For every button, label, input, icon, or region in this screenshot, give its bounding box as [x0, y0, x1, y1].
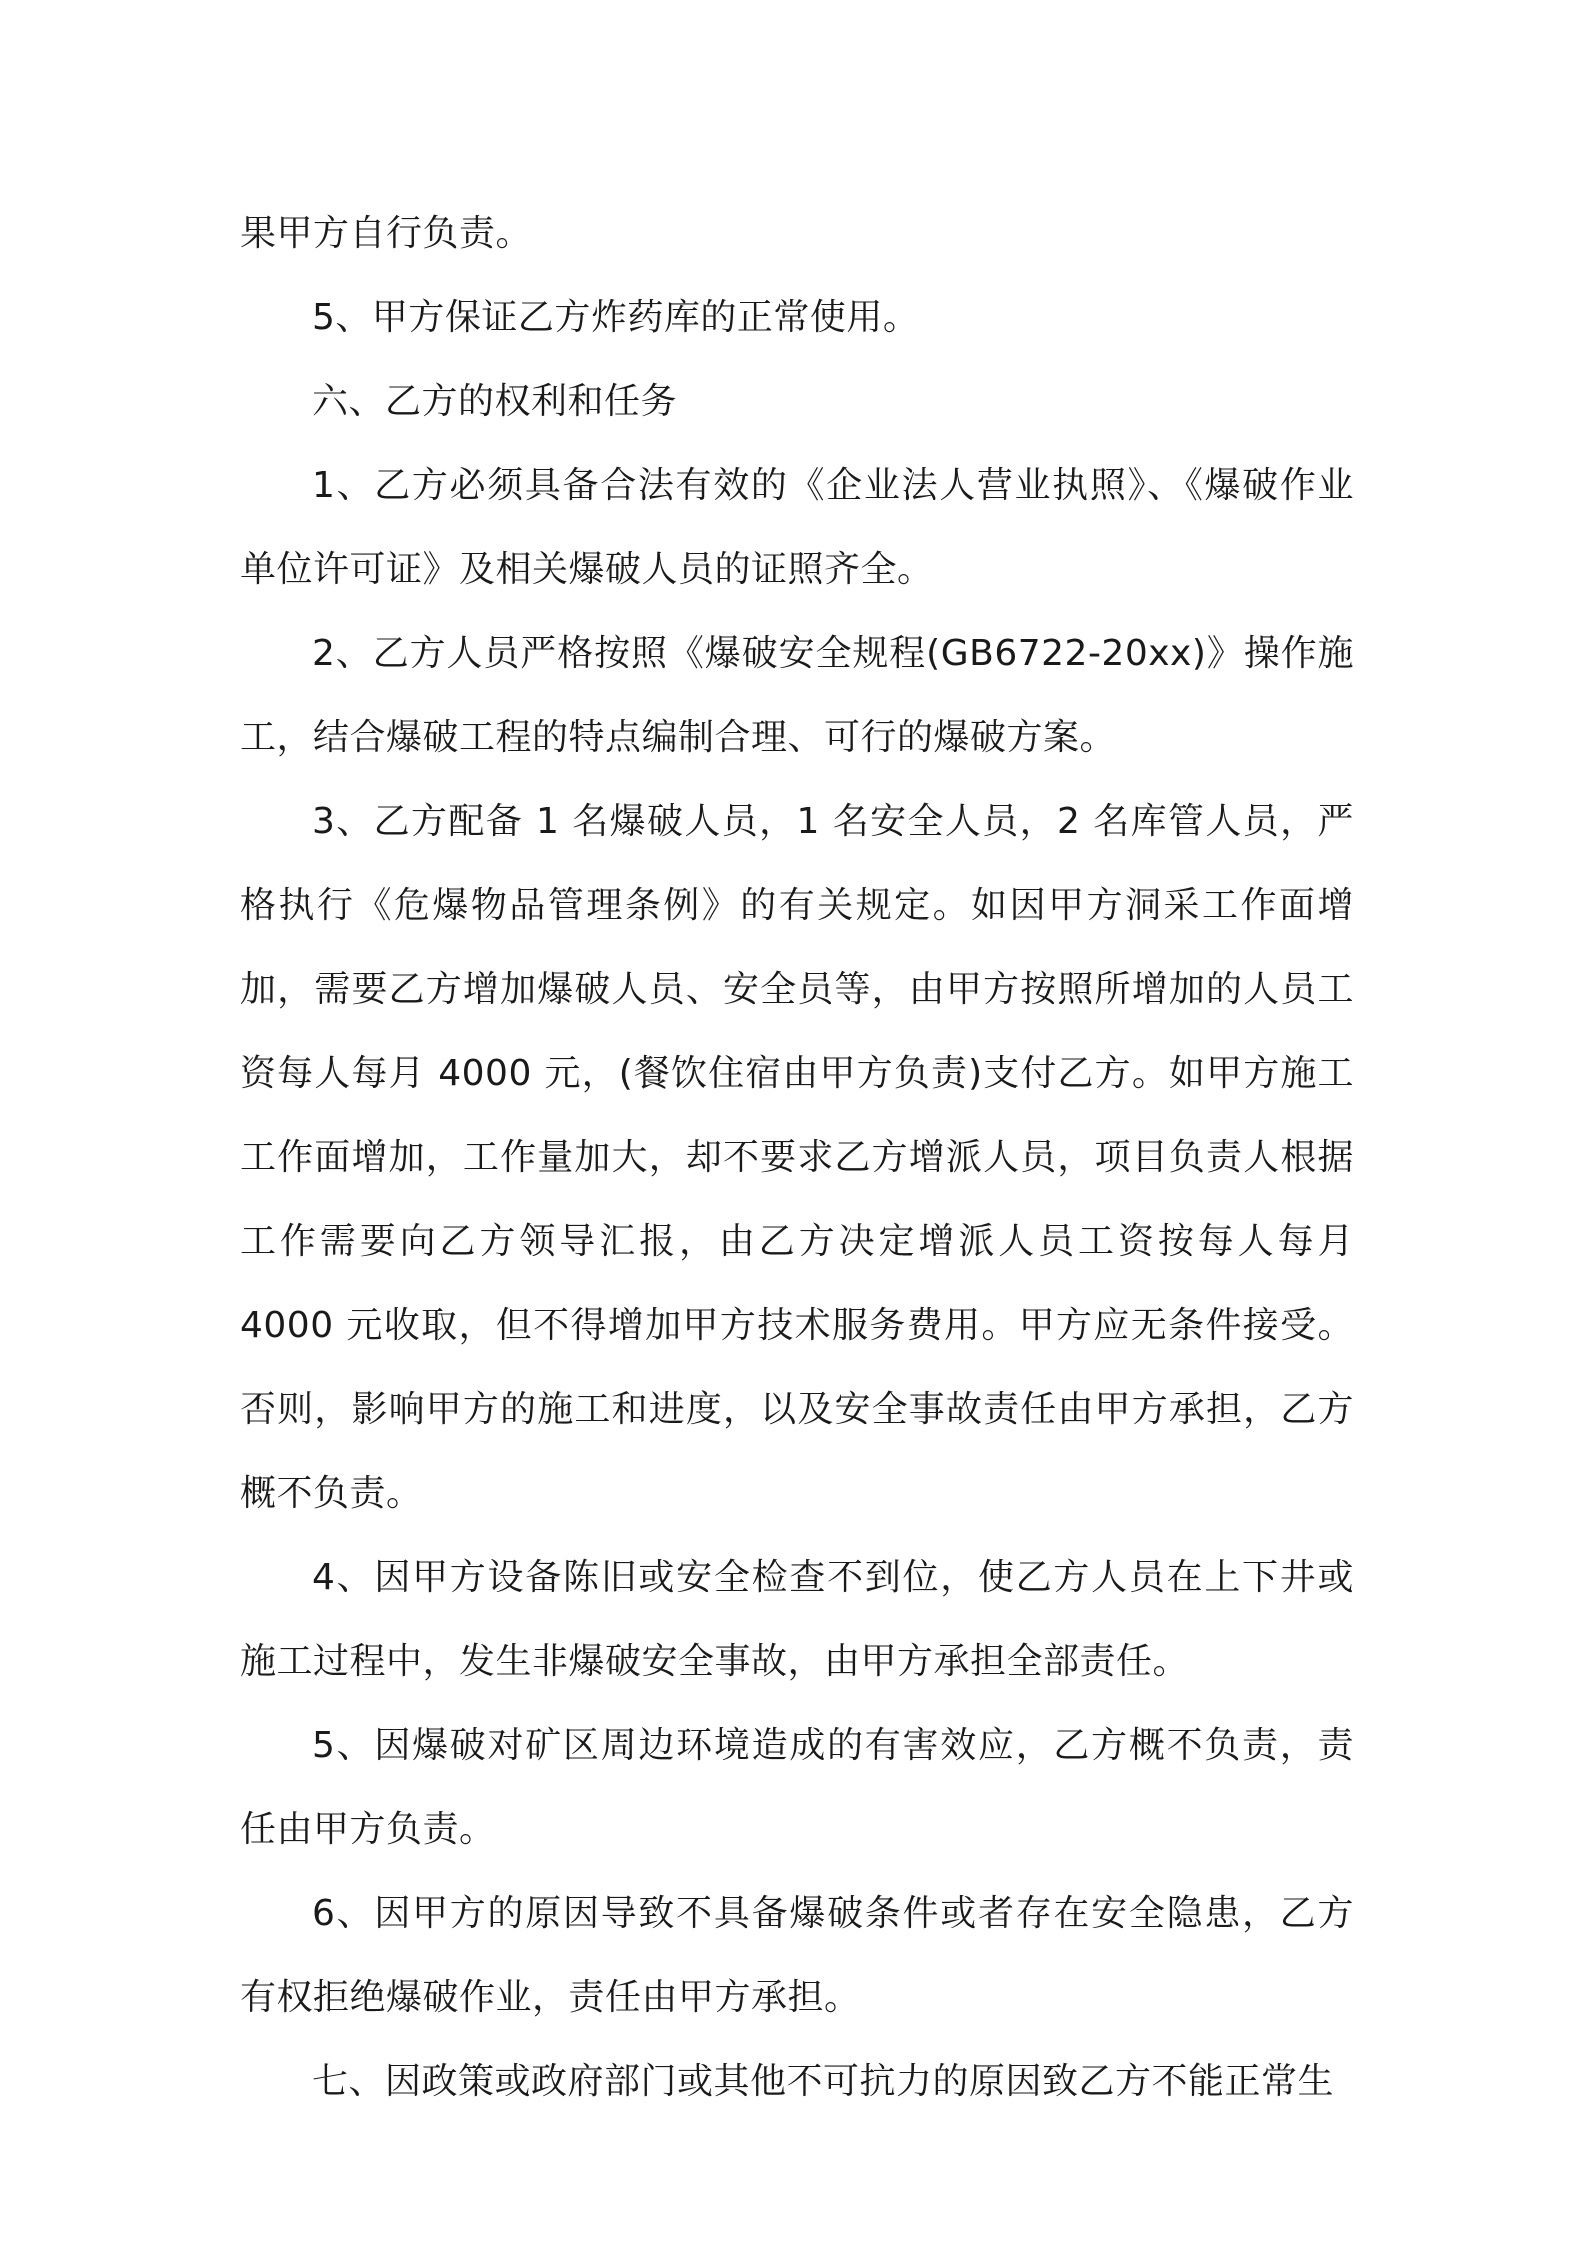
document-body [240, 192, 1354, 2124]
section-heading-six: 六、乙方的权利和任务 [312, 381, 678, 422]
paragraph-item-2-regulations: 2、乙方人员严格按照《爆破安全规程(GB6722-20xx)》操作施工，结合爆破工程的特点编制合理、可行的爆破方案。 [240, 633, 1354, 758]
paragraph-item-5-magazine: 5、甲方保证乙方炸药库的正常使用。 [312, 297, 920, 338]
paragraph-continuation: 果甲方自行负责。 [240, 213, 533, 254]
section-heading-seven: 七、因政策或政府部门或其他不可抗力的原因致乙方不能正常生 [312, 2061, 1335, 2102]
paragraph-item-5-environment: 5、因爆破对矿区周边环境造成的有害效应，乙方概不负责，责任由甲方负责。 [240, 1725, 1354, 1850]
paragraph-item-3-staffing: 3、乙方配备 1 名爆破人员，1 名安全人员，2 名库管人员，严格执行《危爆物品管理条例》的有关规定。如因甲方洞采工作面增加，需要乙方增加爆破人员、安全员等，由甲方按照所增加的人员工资每人每月 4000 元，(餐饮住宿由甲方负责)支付乙方。如甲方施工工作面增加，工作量加大，却不要求乙方增派人员，项目负责人根据工作需要向乙方领导汇报，由乙方决定增派人员工资按每人每月 4000 元收取，但不得增加甲方技术服务费用。甲方应无条件接受。否则，影响甲方的施工和进度，以及安全事故责任由甲方承担，乙方概不负责。 [240, 801, 1354, 1514]
paragraph-item-1-licenses: 1、乙方必须具备合法有效的《企业法人营业执照》、《爆破作业单位许可证》及相关爆破人员的证照齐全。 [240, 465, 1354, 590]
paragraph-item-6-refusal: 6、因甲方的原因导致不具备爆破条件或者存在安全隐患，乙方有权拒绝爆破作业，责任由甲方承担。 [240, 1893, 1354, 2018]
paragraph-item-4-equipment: 4、因甲方设备陈旧或安全检查不到位，使乙方人员在上下井或施工过程中，发生非爆破安全事故，由甲方承担全部责任。 [240, 1557, 1354, 1682]
